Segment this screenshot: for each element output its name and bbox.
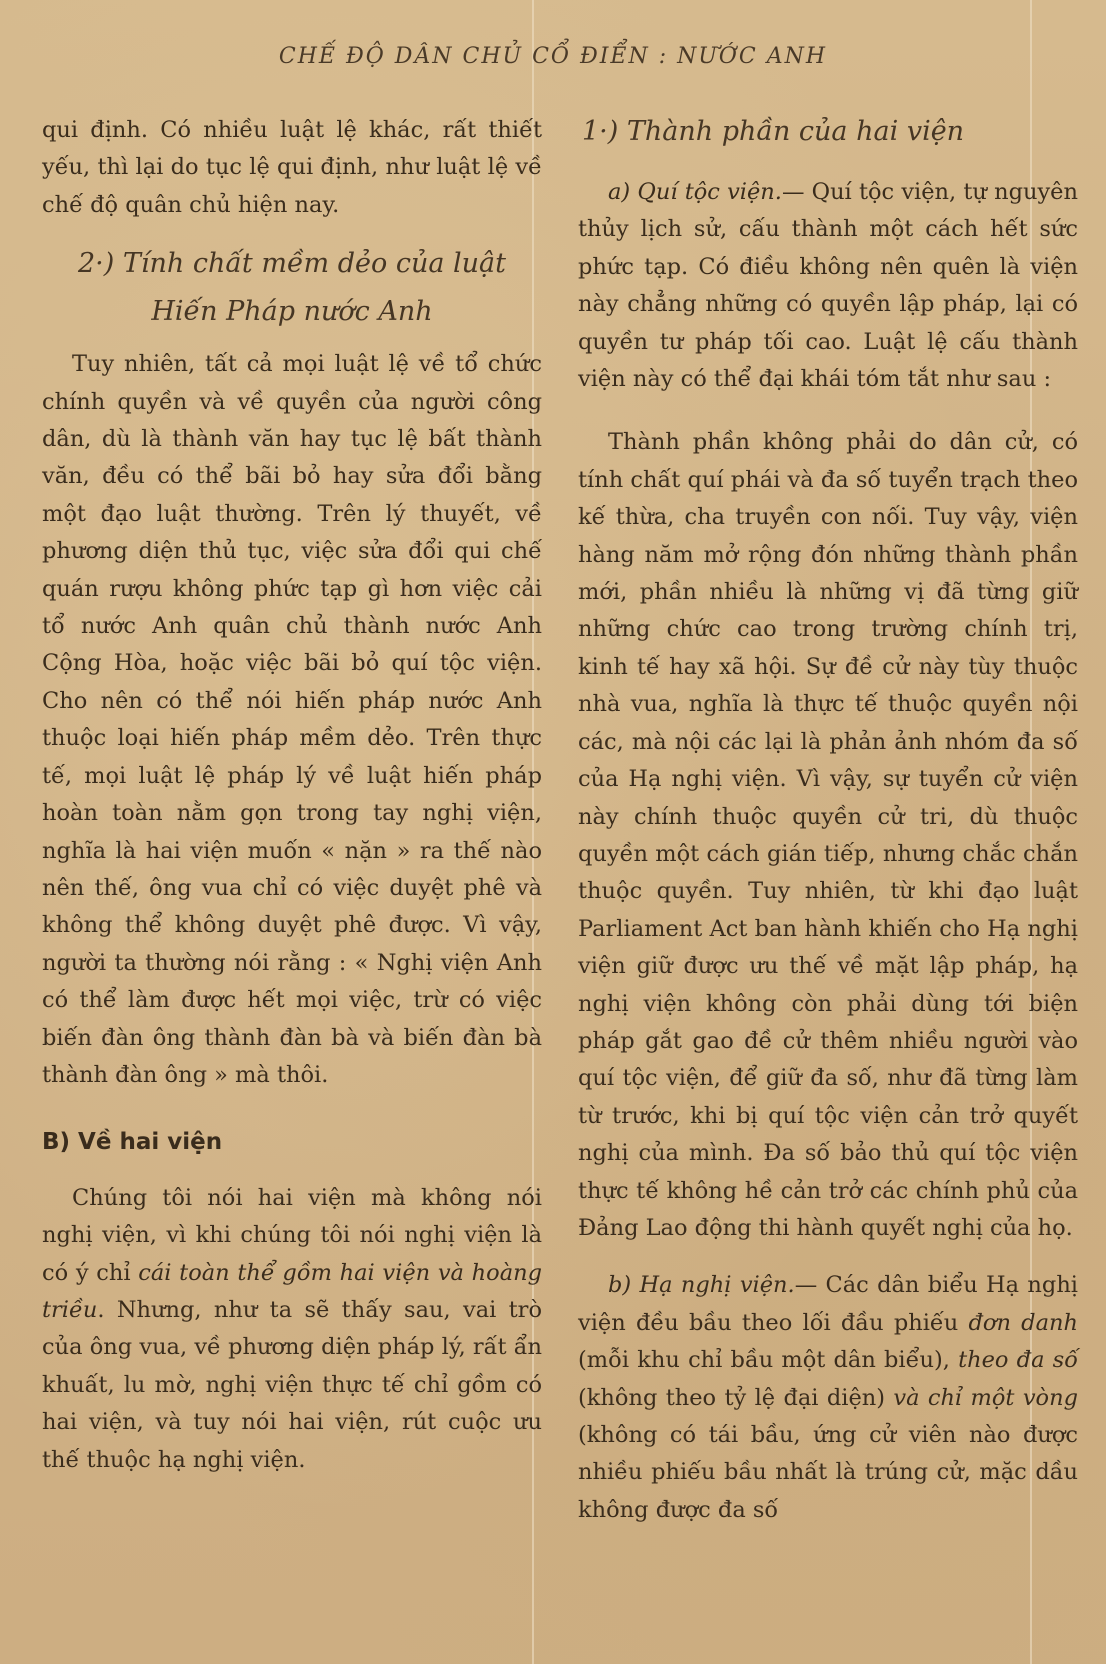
left-column [42, 112, 542, 1479]
running-header: CHẾ ĐỘ DÂN CHỦ CỔ ĐIỂN : NƯỚC ANH [278, 44, 828, 69]
section-2-heading: 2·) Tính chất mềm dẻo của luật Hiến Pháp nước Anh [77, 248, 507, 328]
section-2-paragraph: Tuy nhiên, tất cả mọi luật lệ về tổ chức chính quyền và về quyền của người công dân, dù là thành văn hay tục lệ bất thành văn, đều có thể bãi bỏ hay sửa đổi bằng một đạo luật thường. Trên lý thuyết, về phương diện thủ tục, việc sửa đổi qui chế quán rượu không phức tạp gì hơn việc cải tổ nước Anh quân chủ thành nước Anh Cộng Hòa, hoặc việc bãi bỏ quí tộc viện. Cho nên có thể nói hiến pháp nước Anh thuộc loại hiến pháp mềm dẻo. Trên thực tế, mọi luật lệ pháp lý về luật hiến pháp hoàn toàn nằm gọn trong tay nghị viện, nghĩa là hai viện muốn « nặn » ra thế nào nên thế, ông vua chỉ có việc duyệt phê và không thể không duyệt phê được. Vì vậy, người ta thường nói rằng : « Nghị viện Anh có thể làm được hết mọi việc, trừ có việc biến đàn ông thành đàn bà và biến đàn bà thành đàn ông » mà thôi. [42, 351, 542, 1088]
section-b-paragraph: Chúng tôi nói hai viện mà không nói nghị viện, vì khi chúng tôi nói nghị viện là có ý chỉ cái toàn thể gồm hai viện và hoàng triều. Nhưng, như ta sẽ thấy sau, vai trò của ông vua, về phương diện pháp lý, rất ẩn khuất, lu mờ, nghị viện thực tế chỉ gồm có hai viện, và tuy nói hai viện, rút cuộc ưu thế thuộc hạ nghị viện. [42, 1184, 543, 1473]
subsection-a-label: a) Quí tộc viện. [608, 179, 782, 205]
right-column [578, 112, 1078, 1529]
subsection-a: a) Quí tộc viện.— Quí tộc viện, tự nguyên thủy lịch sử, cấu thành một cách hết sức phức tạp. Có điều không nên quên là viện này chẳng những có quyền lập pháp, lại có quyền tư pháp tối cao. Luật lệ cấu thành viện này có thể đại khái tóm tắt như sau : [578, 179, 1078, 393]
subsection-a-paragraph: Thành phần không phải do dân cử, có tính chất quí phái và đa số tuyển trạch theo kế thừa, cha truyền con nối. Tuy vậy, viện hàng năm mở rộng đón những thành phần mới, phần nhiều là những vị đã từng giữ những chức cao trong trường chính trị, kinh tế hay xã hội. Sự đề cử này tùy thuộc nhà vua, nghĩa là thực tế thuộc quyền nội các, mà nội các lại là phản ảnh nhóm đa số của Hạ nghị viện. Vì vậy, sự tuyển cử viện này chính thuộc quyền cử tri, dù thuộc quyền một cách gián tiếp, nhưng chắc chắn thuộc quyền. Tuy nhiên, từ khi đạo luật Parliament Act ban hành khiến cho Hạ nghị viện giữ được ưu thế về mặt lập pháp, hạ nghị viện không còn phải dùng tới biện pháp gắt gao đề cử thêm nhiều người vào quí tộc viện, để giữ đa số, như đã từng làm từ trước, khi bị quí tộc viện cản trở quyết nghị của mình. Đa số bảo thủ quí tộc viện thực tế không hề cản trở các chính phủ của Đảng Lao động thi hành quyết nghị của họ. [578, 429, 1078, 1241]
section-b-heading: B) Về hai viện [42, 1129, 223, 1156]
subsection-b: b) Hạ nghị viện.— Các dân biểu Hạ nghị viện đều bầu theo lối đầu phiếu đơn danh (mỗi khu chỉ bầu một dân biểu), theo đa số (không theo tỷ lệ đại diện) và chỉ một vòng (không có tái bầu, ứng cử viên nào được nhiều phiếu bầu nhất là trúng cử, mặc dầu không được đa số [578, 1272, 1079, 1523]
section-1-heading: 1·) Thành phần của hai viện [582, 116, 965, 147]
intro-paragraph: qui định. Có nhiều luật lệ khác, rất thiết yếu, thì lại do tục lệ qui định, như luật lệ về chế độ quân chủ hiện nay. [42, 117, 542, 218]
subsection-b-label: b) Hạ nghị viện. [608, 1272, 795, 1299]
